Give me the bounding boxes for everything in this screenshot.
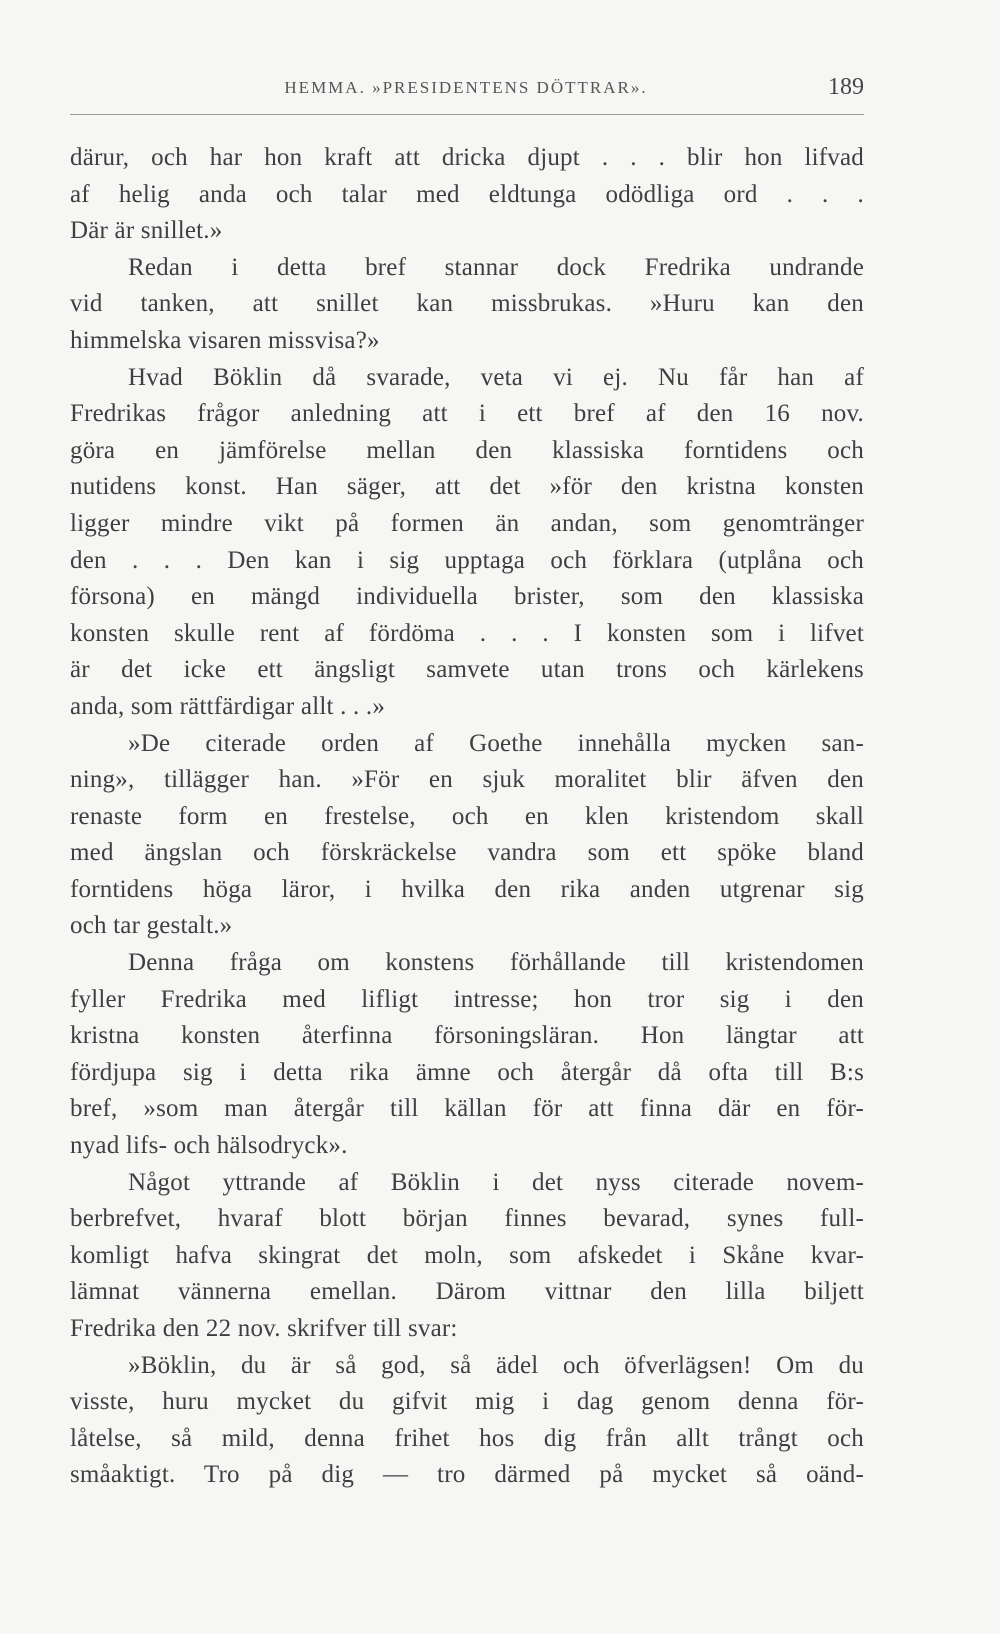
text-line: och tar gestalt.» [70,912,233,940]
text-line: Där är snillet.» [70,217,223,245]
text-line: nyad lifs- och hälsodryck». [70,1132,348,1160]
text-line: fyller Fredrika med lifligt intresse; hon tror sig i den [70,985,864,1013]
paragraph-first-line: Något yttrande af Böklin i det nyss citerade novem- [128,1168,864,1196]
text-line: nutidens konst. Han säger, att det »för den kristna konsten [70,473,864,501]
paragraph-first-line: »De citerade orden af Goethe innehålla mycken san- [128,729,864,757]
text-line: renaste form en frestelse, och en klen kristendom skall [70,802,864,830]
text-line: komligt hafva skingrat det moln, som afskedet i Skåne kvar- [70,1241,864,1269]
text-line: ning», tillägger han. »För en sjuk moralitet blir äfven den [70,766,864,794]
running-head [68,74,864,104]
text-line: kristna konsten återfinna försoningsläran. Hon längtar att [70,1022,864,1050]
text-line: ligger mindre vikt på formen än andan, som genomtränger [70,509,864,537]
text-line: låtelse, så mild, denna frihet hos dig från allt trångt och [70,1424,864,1452]
page-number: 189 [828,74,864,100]
paragraph-first-line: Denna fråga om konstens förhållande till kristendomen [128,949,864,977]
running-head-title: HEMMA. »PRESIDENTENS DÖTTRAR». [284,78,648,97]
text-line: Fredrikas frågor anledning att i ett bref af den 16 nov. [70,400,864,428]
text-line: af helig anda och talar med eldtunga odödliga ord . . . [70,180,864,208]
paragraph-first-line: »Böklin, du är så god, så ädel och öfverlägsen! Om du [128,1351,864,1379]
text-line: forntidens höga läror, i hvilka den rika anden utgrenar sig [70,875,864,903]
text-line: försona) en mängd individuella brister, som den klassiska [70,583,864,611]
text-line: är det icke ett ängsligt samvete utan trons och kärlekens [70,656,864,684]
text-line: med ängslan och förskräckelse vandra som ett spöke bland [70,839,864,867]
text-line: den . . . Den kan i sig upptaga och förklara (utplåna och [70,546,864,574]
body-text [70,140,864,1494]
text-line: småaktigt. Tro på dig — tro därmed på mycket så oänd- [70,1461,864,1489]
text-line: bref, »som man återgår till källan för att finna där en för- [70,1095,864,1123]
text-line: Fredrika den 22 nov. skrifver till svar: [70,1315,458,1342]
text-line: berbrefvet, hvaraf blott början finnes bevarad, synes full- [70,1205,864,1233]
text-line: vid tanken, att snillet kan missbrukas. »Huru kan den [70,290,864,318]
header-rule [70,114,864,115]
text-line: därur, och har hon kraft att dricka djupt . . . blir hon lifvad [70,144,864,171]
text-line: fördjupa sig i detta rika ämne och återgår då ofta till B:s [70,1058,864,1086]
text-line: göra en jämförelse mellan den klassiska forntidens och [70,436,864,464]
text-line: lämnat vännerna emellan. Därom vittnar den lilla biljett [70,1278,864,1306]
paragraph-first-line: Hvad Böklin då svarade, veta vi ej. Nu får han af [128,363,864,391]
text-line: anda, som rättfärdigar allt . . .» [70,692,386,720]
paragraph-first-line: Redan i detta bref stannar dock Fredrika undrande [128,253,864,281]
text-line: konsten skulle rent af fördöma . . . I konsten som i lifvet [70,619,864,647]
text-line: visste, huru mycket du gifvit mig i dag genom denna för- [70,1388,864,1416]
text-line: himmelska visaren missvisa?» [70,326,380,354]
